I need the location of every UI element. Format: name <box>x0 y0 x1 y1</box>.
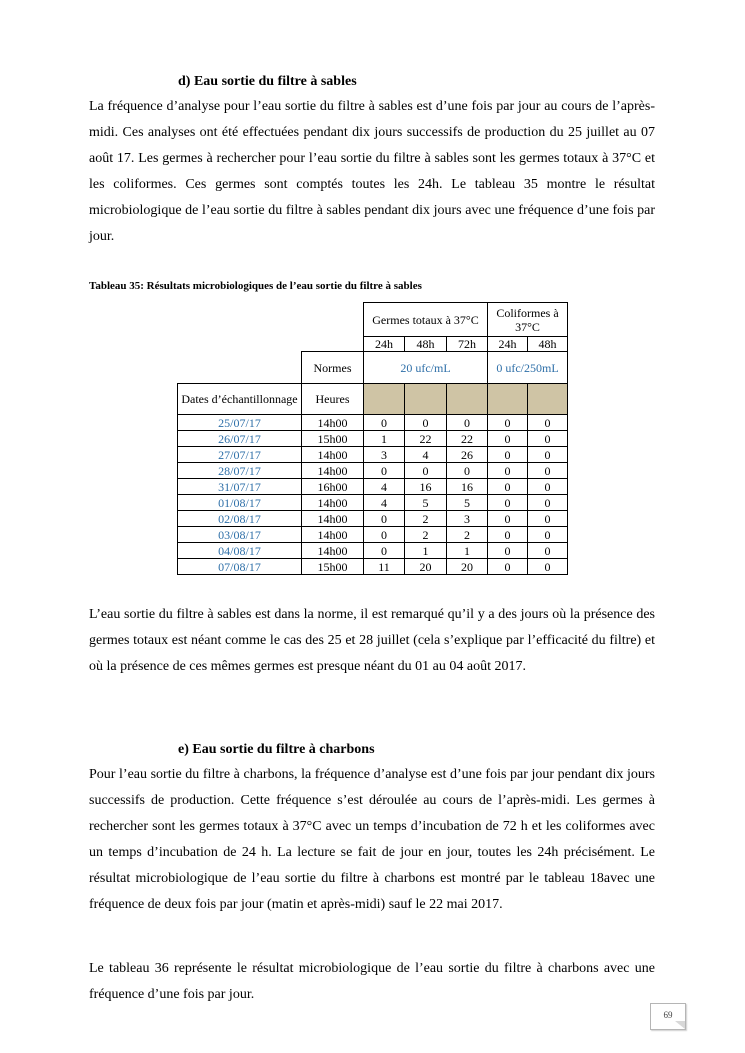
cell-c48: 0 <box>528 543 568 559</box>
column-header-row <box>178 384 568 415</box>
cell-date: 25/07/17 <box>178 415 302 431</box>
cell-g72: 22 <box>447 431 488 447</box>
cell-g48: 2 <box>405 511 447 527</box>
page-curl-icon <box>675 1021 685 1029</box>
table-row <box>178 463 568 479</box>
cell-heure: 14h00 <box>302 463 364 479</box>
header-row-groups <box>178 303 568 337</box>
page-number <box>650 1003 686 1030</box>
cell-date: 26/07/17 <box>178 431 302 447</box>
cell-g24: 3 <box>364 447 405 463</box>
cell-heure: 14h00 <box>302 511 364 527</box>
table-row <box>178 495 568 511</box>
cell-heure: 15h00 <box>302 431 364 447</box>
cell-g48: 2 <box>405 527 447 543</box>
cell-g72: 5 <box>447 495 488 511</box>
normes-label: Normes <box>302 352 364 384</box>
cell-c24: 0 <box>488 431 528 447</box>
cell-g72: 0 <box>447 463 488 479</box>
cell-c48: 0 <box>528 431 568 447</box>
norme-germes: 20 ufc/mL <box>364 352 488 384</box>
sub-header-g48: 48h <box>405 337 447 352</box>
cell-date: 01/08/17 <box>178 495 302 511</box>
section-e-paragraph-2: Le tableau 36 représente le résultat microbiologique de l’eau sortie du filtre à charbons avec une fréquence d’une fois par jour. <box>89 961 655 1002</box>
cell-c48: 0 <box>528 463 568 479</box>
cell-g48: 0 <box>405 415 447 431</box>
cell-g48: 5 <box>405 495 447 511</box>
shaded-cell <box>447 384 488 415</box>
heures-header: Heures <box>302 384 364 415</box>
cell-heure: 15h00 <box>302 559 364 575</box>
cell-g24: 1 <box>364 431 405 447</box>
cell-date: 28/07/17 <box>178 463 302 479</box>
cell-g48: 1 <box>405 543 447 559</box>
cell-g24: 4 <box>364 495 405 511</box>
cell-c48: 0 <box>528 447 568 463</box>
cell-date: 04/08/17 <box>178 543 302 559</box>
after-table-paragraph: L’eau sortie du filtre à sables est dans la norme, il est remarqué qu’il y a des jours où la présence des germes totaux est néant comme le cas des 25 et 28 juillet (cela s’explique par l’efficacité du filtre) et où la présence de ces mêmes germes est presque néant du 01 au 04 août 2017. <box>89 607 655 674</box>
table-row <box>178 559 568 575</box>
cell-g48: 22 <box>405 431 447 447</box>
table-row <box>178 447 568 463</box>
dates-header: Dates d’échantillonnage <box>178 384 302 415</box>
table-row <box>178 527 568 543</box>
results-table-container <box>177 302 568 575</box>
cell-c24: 0 <box>488 479 528 495</box>
cell-heure: 14h00 <box>302 527 364 543</box>
cell-heure: 14h00 <box>302 415 364 431</box>
cell-heure: 16h00 <box>302 479 364 495</box>
cell-g72: 2 <box>447 527 488 543</box>
cell-g24: 0 <box>364 527 405 543</box>
coliformes-header: Coliformes à 37°C <box>488 303 568 337</box>
sub-header-g24: 24h <box>364 337 405 352</box>
table-body <box>178 415 568 575</box>
shaded-cell <box>488 384 528 415</box>
cell-g24: 0 <box>364 511 405 527</box>
sub-header-c48: 48h <box>528 337 568 352</box>
cell-g24: 0 <box>364 463 405 479</box>
cell-c48: 0 <box>528 479 568 495</box>
cell-g72: 20 <box>447 559 488 575</box>
cell-g72: 0 <box>447 415 488 431</box>
cell-g24: 4 <box>364 479 405 495</box>
cell-g24: 11 <box>364 559 405 575</box>
page-number-text: 69 <box>663 1010 673 1020</box>
cell-g24: 0 <box>364 415 405 431</box>
cell-c24: 0 <box>488 559 528 575</box>
cell-date: 07/08/17 <box>178 559 302 575</box>
sub-header-c24: 24h <box>488 337 528 352</box>
table-row <box>178 511 568 527</box>
cell-c48: 0 <box>528 527 568 543</box>
cell-date: 27/07/17 <box>178 447 302 463</box>
section-e-paragraph-1: Pour l’eau sortie du filtre à charbons, la fréquence d’analyse est d’une fois par jour pendant dix jours successifs de production. Cette fréquence s’est déroulée au cours de l’après-midi. Les germes à rechercher sont les germes totaux à 37°C avec un temps d’incubation de 72 h et les coliformes avec un temps d’incubation de 24 h. La lecture se fait de jour en jour, toutes les 24h précisément. Le résultat microbiologique de l’eau sortie du filtre à charbons est montré par le tableau 18avec une fréquence de deux fois par jour (matin et après-midi) sauf le 22 mai 2017. <box>89 767 655 912</box>
table-caption: Tableau 35: Résultats microbiologiques de l’eau sortie du filtre à sables <box>89 280 422 292</box>
cell-g48: 0 <box>405 463 447 479</box>
cell-c24: 0 <box>488 511 528 527</box>
cell-date: 03/08/17 <box>178 527 302 543</box>
shaded-cell <box>405 384 447 415</box>
header-row-hours <box>178 337 568 352</box>
cell-c24: 0 <box>488 447 528 463</box>
cell-heure: 14h00 <box>302 543 364 559</box>
cell-g48: 16 <box>405 479 447 495</box>
table-row <box>178 543 568 559</box>
section-e-heading: e) Eau sortie du filtre à charbons <box>178 742 375 757</box>
cell-date: 31/07/17 <box>178 479 302 495</box>
cell-c24: 0 <box>488 463 528 479</box>
results-table <box>177 302 568 575</box>
cell-c24: 0 <box>488 527 528 543</box>
norme-coliformes: 0 ufc/250mL <box>488 352 568 384</box>
normes-row <box>178 352 568 384</box>
section-d-heading: d) Eau sortie du filtre à sables <box>178 74 357 89</box>
cell-heure: 14h00 <box>302 447 364 463</box>
cell-c24: 0 <box>488 543 528 559</box>
germes-totaux-header: Germes totaux à 37°C <box>364 303 488 337</box>
cell-c24: 0 <box>488 415 528 431</box>
cell-g72: 16 <box>447 479 488 495</box>
cell-date: 02/08/17 <box>178 511 302 527</box>
cell-g72: 26 <box>447 447 488 463</box>
table-row <box>178 431 568 447</box>
sub-header-g72: 72h <box>447 337 488 352</box>
section-d-paragraph: La fréquence d’analyse pour l’eau sortie du filtre à sables est d’une fois par jour au cours de l’après-midi. Ces analyses ont été effectuées pendant dix jours successifs de production du 25 juillet au 07 août 17. Les germes à rechercher pour l’eau sortie du filtre à sables sont les germes totaux à 37°C et les coliformes. Ces germes sont comptés toutes les 24h. Le tableau 35 montre le résultat microbiologique de l’eau sortie du filtre à sables pendant dix jours avec une fréquence d’une fois par jour. <box>89 99 655 244</box>
cell-c48: 0 <box>528 415 568 431</box>
cell-g48: 20 <box>405 559 447 575</box>
shaded-cell <box>528 384 568 415</box>
cell-g48: 4 <box>405 447 447 463</box>
cell-c24: 0 <box>488 495 528 511</box>
cell-g72: 1 <box>447 543 488 559</box>
table-row <box>178 479 568 495</box>
cell-g24: 0 <box>364 543 405 559</box>
shaded-cell <box>364 384 405 415</box>
cell-c48: 0 <box>528 495 568 511</box>
cell-heure: 14h00 <box>302 495 364 511</box>
cell-c48: 0 <box>528 511 568 527</box>
table-row <box>178 415 568 431</box>
cell-g72: 3 <box>447 511 488 527</box>
cell-c48: 0 <box>528 559 568 575</box>
